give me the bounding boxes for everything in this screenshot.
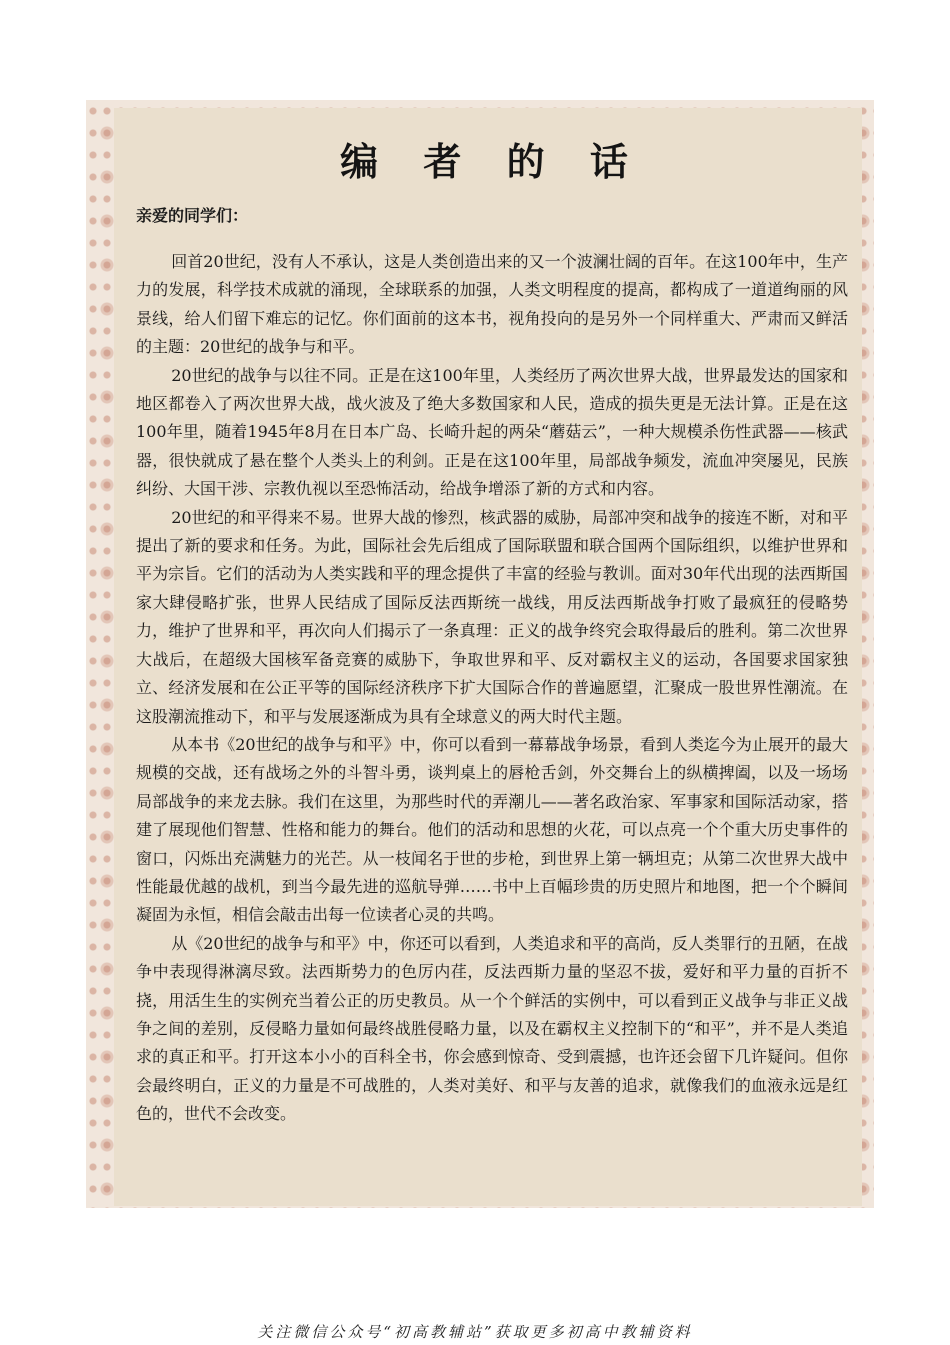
paragraph-4: 从本书《20世纪的战争与和平》中，你可以看到一幕幕战争场景，看到人类迄今为止展开的最大规模的交战，还有战场之外的斗智斗勇，谈判桌上的唇枪舌剑，外交舞台上的纵横捭阖，以及一场场局部战争的来龙去脉。我们在这里，为那些时代的弄潮儿——著名政治家、军事家和国际活动家，搭建了展现他们智慧、性格和能力的舞台。他们的活动和思想的火花，可以点亮一个个重大历史事件的窗口，闪烁出充满魅力的光芒。从一枝闻名于世的步枪，到世界上第一辆坦克；从第二次世界大战中性能最优越的战机，到当今最先进的巡航导弹……书中上百幅珍贵的历史照片和地图，把一个个瞬间凝固为永恒，相信会敲击出每一位读者心灵的共鸣。: [136, 734, 848, 925]
page-panel: [114, 108, 862, 1206]
paragraph-1: 回首20世纪，没有人不承认，这是人类创造出来的又一个波澜壮阔的百年。在这100年中，生产力的发展，科学技术成就的涌现，全球联系的加强，人类文明程度的提高，都构成了一道道绚丽的风景线，给人们留下难忘的记忆。你们面前的这本书，视角投向的是另外一个同样重大、严肃而又鲜活的主题：20世纪的战争与和平。: [136, 252, 848, 357]
paragraph-5: 从《20世纪的战争与和平》中，你还可以看到，人类追求和平的高尚，反人类罪行的丑陋，在战争中表现得淋漓尽致。法西斯势力的色厉内荏，反法西斯力量的坚忍不拔，爱好和平力量的百折不挠，用活生生的实例充当着公正的历史教员。从一个个鲜活的实例中，可以看到正义战争与非正义战争之间的差别，反侵略力量如何最终战胜侵略力量，以及在霸权主义控制下的“和平”，并不是人类追求的真正和平。打开这本小小的百科全书，你会感到惊奇、受到震撼，也许还会留下几许疑问。但你会最终明白，正义的力量是不可战胜的，人类对美好、和平与友善的追求，就像我们的血液永远是红色的，世代不会改变。: [136, 933, 848, 1124]
salutation: 亲爱的同学们：: [136, 206, 249, 225]
footer-note: 关注微信公众号“初高教辅站”获取更多初高中教辅资料: [257, 1323, 693, 1341]
page-title: 编 者 的 话: [340, 139, 644, 184]
paragraph-2: 20世纪的战争与以往不同。正是在这100年里，人类经历了两次世界大战，世界最发达的国家和地区都卷入了两次世界大战，战火波及了绝大多数国家和人民，造成的损失更是无法计算。正是在这100年里，随着1945年8月在日本广岛、长崎升起的两朵“蘑菇云”，一种大规模杀伤性武器——核武器，很快就成了悬在整个人类头上的利剑。正是在这100年里，局部战争频发，流血冲突屡见，民族纠纷、大国干涉、宗教仇视以至恐怖活动，给战争增添了新的方式和内容。: [136, 365, 848, 499]
paragraph-3: 20世纪的和平得来不易。世界大战的惨烈，核武器的威胁，局部冲突和战争的接连不断，对和平提出了新的要求和任务。为此，国际社会先后组成了国际联盟和联合国两个国际组织，以维护世界和平为宗旨。它们的活动为人类实践和平的理念提供了丰富的经验与教训。面对30年代出现的法西斯国家大肆侵略扩张，世界人民结成了国际反法西斯统一战线，用反法西斯战争打败了最疯狂的侵略势力，维护了世界和平，再次向人们揭示了一条真理：正义的战争终究会取得最后的胜利。第二次世界大战后，在超级大国核军备竞赛的威胁下，争取世界和平、反对霸权主义的运动，各国要求国家独立、经济发展和在公正平等的国际经济秩序下扩大国际合作的普遍愿望，汇聚成一股世界性潮流。在这股潮流推动下，和平与发展逐渐成为具有全球意义的两大时代主题。: [136, 507, 848, 726]
